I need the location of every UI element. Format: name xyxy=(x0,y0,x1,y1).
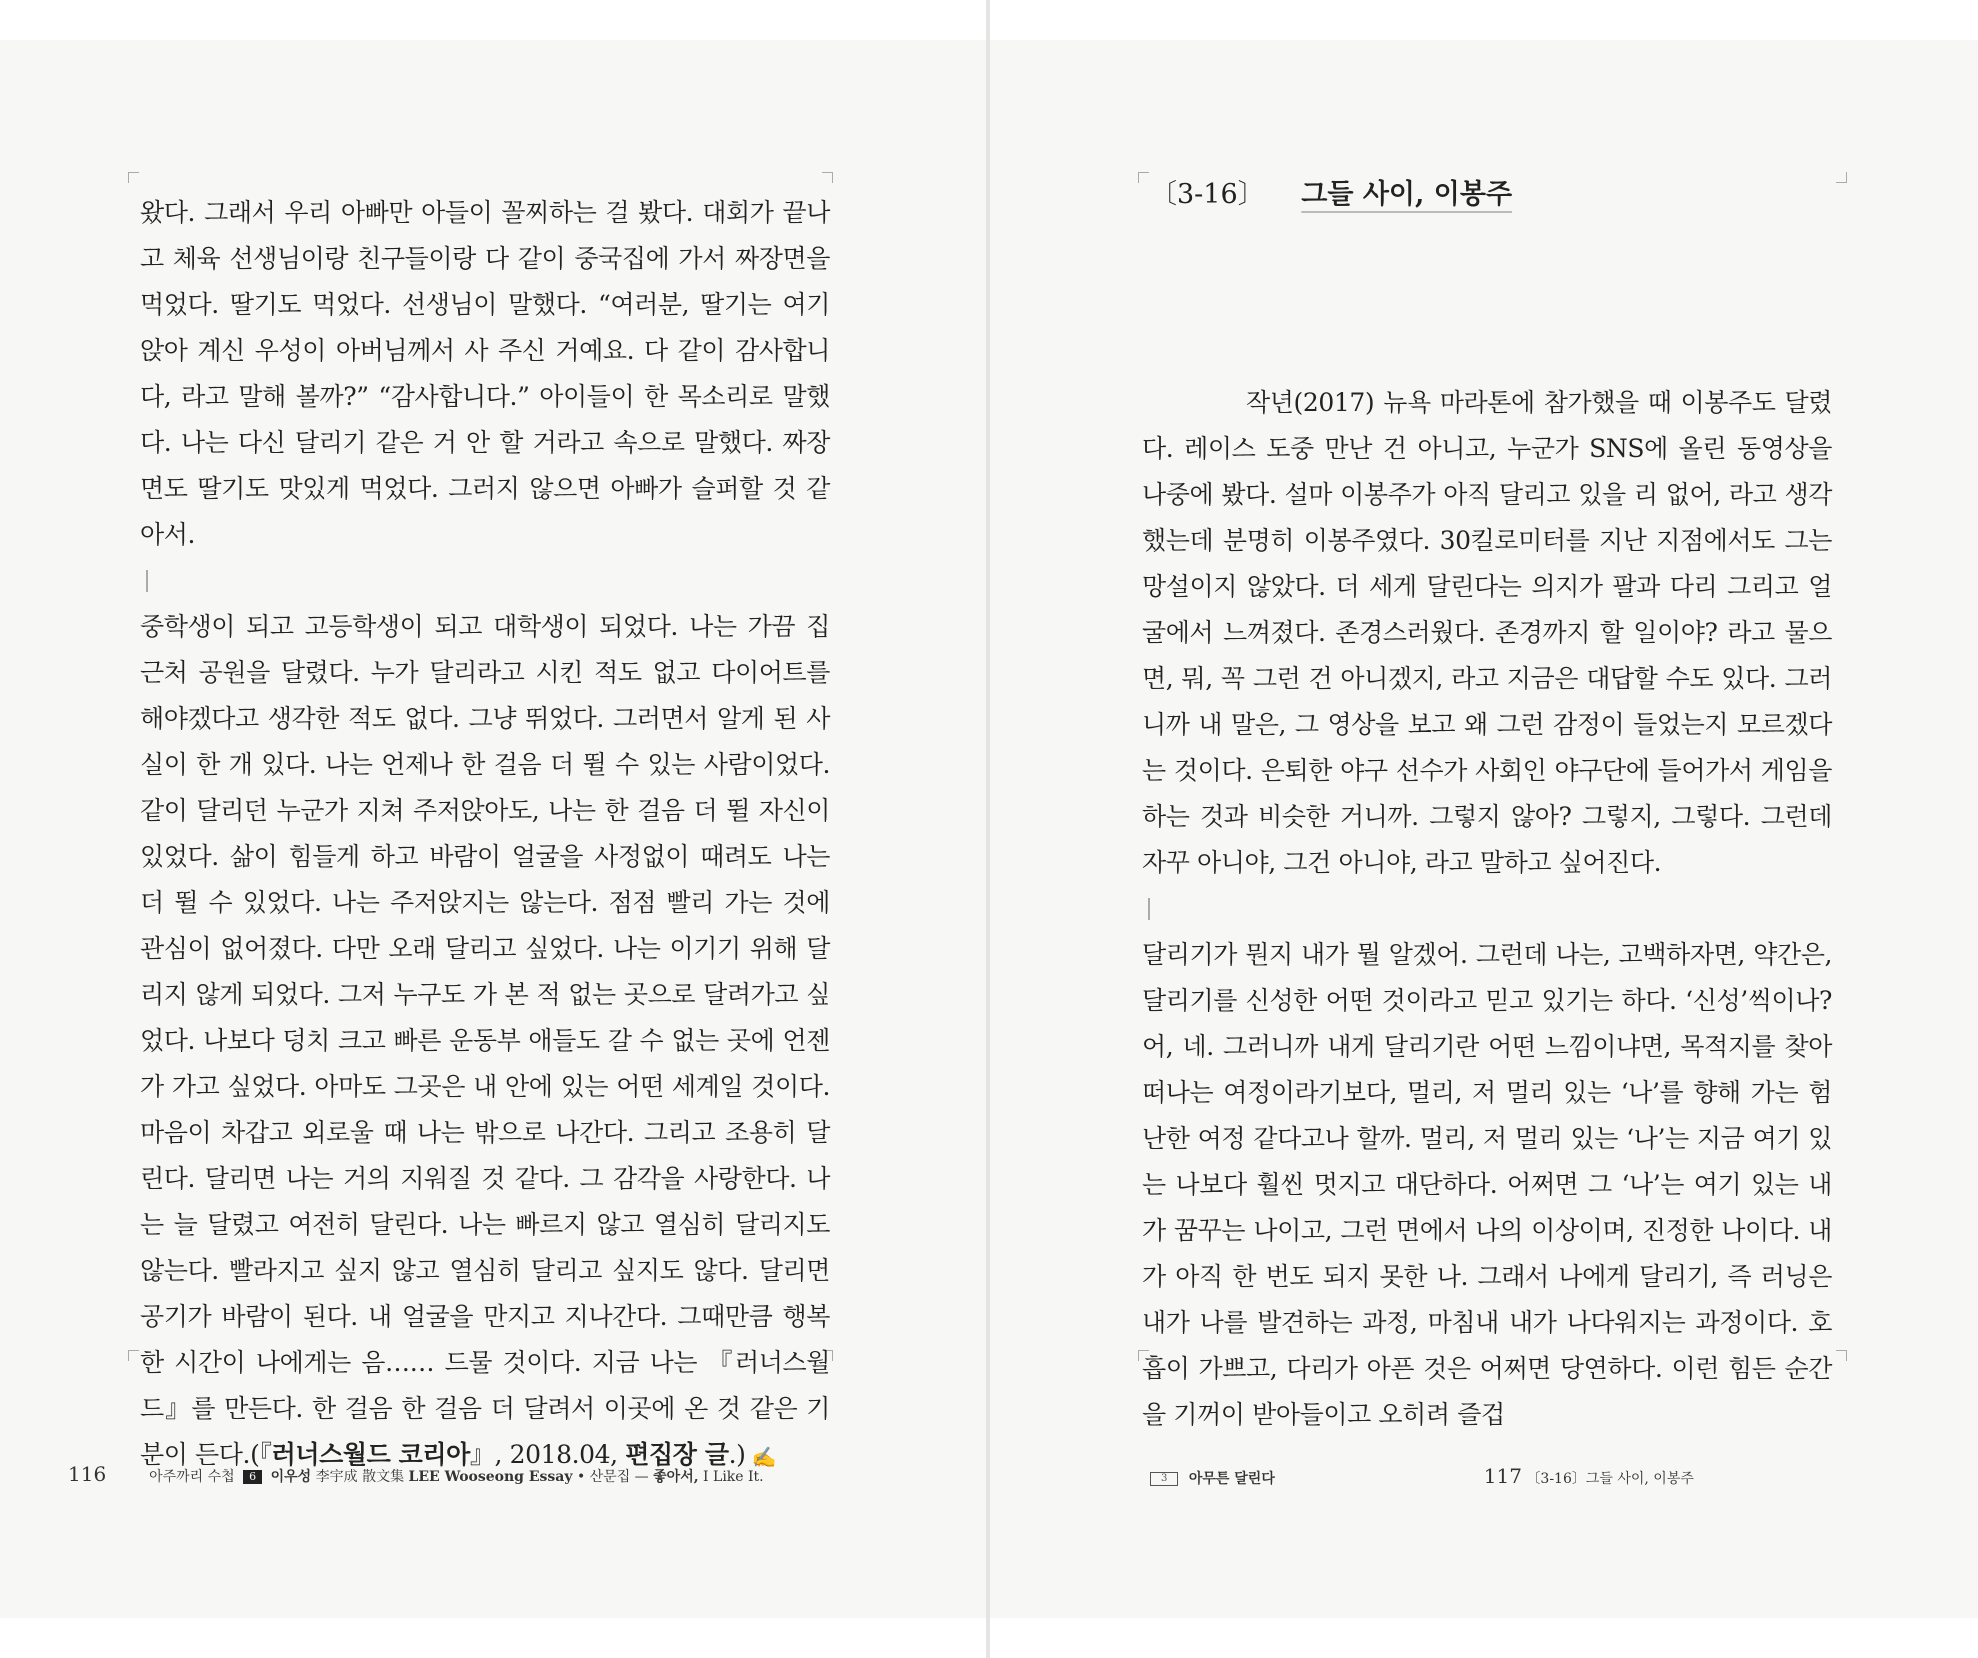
pen-icon: ✍ xyxy=(751,1444,776,1469)
crop-mark xyxy=(1836,172,1847,183)
right-body-text xyxy=(1142,380,1832,1438)
footer-chapter: 아무튼 달린다 xyxy=(1188,1471,1275,1487)
paragraph: 달리기가 뭔지 내가 뭘 알겠어. 그런데 나는, 고백하자면, 약간은, 달리기를 신성한 어떤 것이라고 믿고 있기는 하다. ‘신성’씩이나? 어, 네. 그러니까 내게 달리기란 어떤 느낌이냐면, 목적지를 찾아 떠나는 여정이라기보다, 멀리, 저 멀리 있는 ‘나’를 향해 가는 험난한 여정 같다고나 할까. 멀리, 저 멀리 있는 ‘나’는 지금 여기 있는 나보다 훨씬 멋지고 대단하다. 어쩌면 그 ‘나’는 여기 있는 내가 꿈꾸는 나이고, 그런 면에서 나의 이상이며, 진정한 나이다. 내가 아직 한 번도 되지 못한 나. 그래서 나에게 달리기, 즉 러닝은 내가 나를 발견하는 과정, 마침내 내가 나다워지는 과정이다. 호흡이 가쁘고, 다리가 아픈 것은 어쩌면 당연하다. 이런 힘든 순간을 기꺼이 받아들이고 오히려 즐겁 xyxy=(1142,940,1832,1429)
paragraph-separator xyxy=(140,558,830,604)
footer-hanja: 李宇成 散文集 xyxy=(315,1469,405,1485)
right-page xyxy=(990,40,1978,1618)
footer-author: 이우성 xyxy=(270,1469,312,1485)
source-open: (『 xyxy=(250,1440,272,1469)
right-footer xyxy=(1150,1464,1694,1488)
crop-mark xyxy=(128,1350,139,1361)
footer-book: 좋아서, xyxy=(653,1469,699,1485)
footer-series: 아주까리 수첩 xyxy=(149,1469,235,1485)
source-title: 러너스월드 코리아 xyxy=(271,1440,470,1469)
source-mid: 』, 2018.04, xyxy=(469,1440,626,1469)
volume-badge: 6 xyxy=(243,1470,262,1484)
chapter-badge: 3 xyxy=(1150,1472,1178,1486)
paragraph xyxy=(140,604,830,1480)
left-page xyxy=(0,40,986,1618)
footer-collection: 산문집 — xyxy=(589,1469,649,1485)
footer-section: 〔3-16〕그들 사이, 이봉주 xyxy=(1526,1471,1694,1487)
crop-mark xyxy=(1138,172,1149,183)
paragraph: 작년(2017) 뉴욕 마라톤에 참가했을 때 이봉주도 달렸다. 레이스 도중 만난 건 아니고, 누군가 SNS에 올린 동영상을 나중에 봤다. 설마 이봉주가 아직 달리고 있을 리 없어, 라고 생각했는데 분명히 이봉주였다. 30킬로미터를 지난 지점에서도 그는 망설이지 않았다. 더 세게 달린다는 의지가 팔과 다리 그리고 얼굴에서 느껴졌다. 존경스러웠다. 존경까지 할 일이야? 라고 물으면, 뭐, 꼭 그런 건 아니겠지, 라고 지금은 대답할 수도 있다. 그러니까 내 말은, 그 영상을 보고 왜 그런 감정이 들었는지 모르겠다는 것이다. 은퇴한 야구 선수가 사회인 야구단에 들어가서 게임을 하는 것과 비슷한 거니까. 그렇지 않아? 그렇지, 그렇다. 그런데 자꾸 아니야, 그건 아니야, 라고 말하고 싶어진다. xyxy=(1142,388,1832,877)
crop-mark xyxy=(128,172,139,183)
paragraph-text: 중학생이 되고 고등학생이 되고 대학생이 되었다. 나는 가끔 집 근처 공원을 달렸다. 누가 달리라고 시킨 적도 없고 다이어트를 해야겠다고 생각한 적도 없다. 그냥 뛰었다. 그러면서 알게 된 사실이 한 개 있다. 나는 언제나 한 걸음 더 뛸 수 있는 사람이었다. 같이 달리던 누군가 지쳐 주저앉아도, 나는 한 걸음 더 뛸 자신이 있었다. 삶이 힘들게 하고 바람이 얼굴을 사정없이 때려도 나는 더 뛸 수 있었다. 나는 주저앉지는 않는다. 점점 빨리 가는 것에 관심이 없어졌다. 다만 오래 달리고 싶었다. 나는 이기기 위해 달리지 않게 되었다. 그저 누구도 가 본 적 없는 곳으로 달려가고 싶었다. 나보다 덩치 크고 빠른 운동부 애들도 갈 수 없는 곳에 언젠가 가고 싶었다. 아마도 그곳은 내 안에 있는 어떤 세계일 것이다. 마음이 차갑고 외로울 때 나는 밖으로 나간다. 그리고 조용히 달린다. 달리면 나는 거의 지워질 것 같다. 그 감각을 사랑한다. 나는 늘 달렸고 여전히 달린다. 나는 빠르지 않고 열심히 달리지도 않는다. 빨라지고 싶지 않고 열심히 달리고 싶지도 않다. 달리면 공기가 바람이 된다. 내 얼굴을 만지고 지나간다. 그때만큼 행복한 시간이 나에게는 음…… 드물 것이다. 지금 나는 『러너스월드』를 만든다. 한 걸음 한 걸음 더 달려서 이곳에 온 것 같은 기분이 든다. xyxy=(140,612,830,1469)
footer-book-en: I Like It. xyxy=(703,1469,764,1485)
page-number: 117 xyxy=(1483,1464,1522,1488)
section-number: 〔3-16〕 xyxy=(1150,179,1265,210)
crop-mark xyxy=(1836,1350,1847,1361)
section-title: 그들 사이, 이봉주 xyxy=(1301,179,1513,210)
paragraph-separator xyxy=(1142,886,1832,932)
footer-english: LEE Wooseong Essay xyxy=(408,1469,573,1485)
source-close: .) xyxy=(728,1440,746,1469)
crop-mark xyxy=(822,172,833,183)
source-role: 편집장 글 xyxy=(625,1440,729,1469)
page-number: 116 xyxy=(68,1462,107,1486)
footer-dot: • xyxy=(576,1469,586,1485)
left-body-text xyxy=(140,190,830,1480)
paragraph: 왔다. 그래서 우리 아빠만 아들이 꼴찌하는 걸 봤다. 대회가 끝나고 체육 선생님이랑 친구들이랑 다 같이 중국집에 가서 짜장면을 먹었다. 딸기도 먹었다. 선생님이 말했다. “여러분, 딸기는 여기 앉아 계신 우성이 아버님께서 사 주신 거예요. 다 같이 감사합니다, 라고 말해 볼까?” “감사합니다.” 아이들이 한 목소리로 말했다. 나는 다신 달리기 같은 거 안 할 거라고 속으로 말했다. 짜장면도 딸기도 맛있게 먹었다. 그러지 않으면 아빠가 슬퍼할 것 같아서. xyxy=(140,198,830,549)
section-heading xyxy=(1150,172,1512,211)
left-footer xyxy=(68,1462,764,1486)
